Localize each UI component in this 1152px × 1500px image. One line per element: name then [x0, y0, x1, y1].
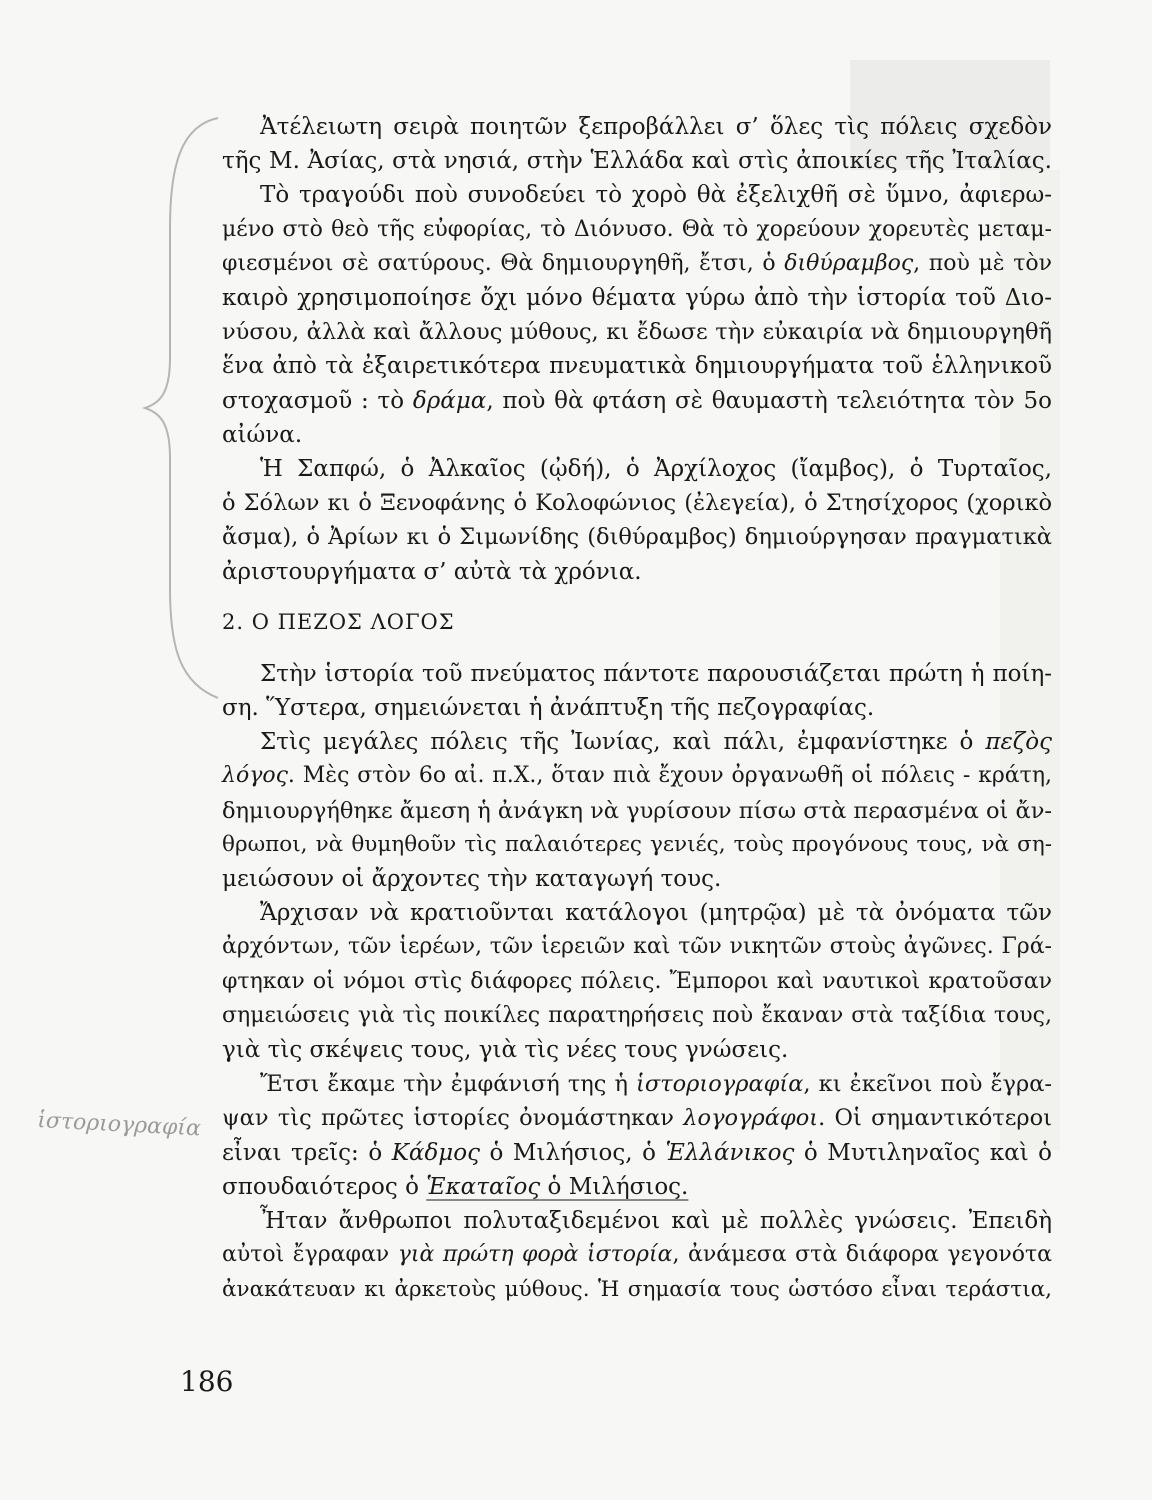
- emphasis-first-history: γιὰ πρώτη φορὰ ἱστορία: [397, 1242, 673, 1268]
- text-line: [222, 384, 1052, 418]
- text-span: στοχασμοῦ : τὸ: [222, 387, 413, 414]
- emphasis-logos: λόγος: [222, 763, 288, 789]
- emphasis-dithyramb: διθύραμβος: [784, 250, 914, 276]
- text-span: , κι ἐκεῖνοι ποὺ ἔγρα-: [803, 1071, 1052, 1098]
- text-line: σημειώσεις γιὰ τὶς ποικίλες παρατηρήσεις ποὺ ἔκαναν στὰ ταξίδια τους,: [222, 1002, 1052, 1028]
- text-span: Στὶς μεγάλες πόλεις τῆς Ἰωνίας, καὶ πάλι, ἐμφανίστηκε ὁ: [260, 729, 986, 756]
- emphasis-kadmos: Κάδμος: [391, 1139, 480, 1166]
- text-span: αὐτοὶ ἔγραφαν: [222, 1242, 398, 1268]
- section-heading: 2. Ο ΠΕΖΟΣ ΛΟΓΟΣ: [222, 609, 455, 634]
- text-span: Ἔτσι ἔκαμε τὴν ἐμφάνισή της ἡ: [260, 1071, 636, 1098]
- text-span: ὁ Μυτιληναῖος καὶ ὁ: [794, 1139, 1053, 1166]
- handwritten-margin-note: ἱστοριογραφία: [36, 1108, 202, 1142]
- text-line: καιρὸ χρησιμοποίησε ὄχι μόνο θέματα γύρω ἀπὸ τὴν ἱστορία τοῦ Διο-: [222, 285, 1052, 312]
- text-span: . Οἱ σημαντικότεροι: [818, 1105, 1052, 1132]
- text-line: [222, 1067, 1052, 1101]
- emphasis-historiography: ἱστοριογραφία: [636, 1071, 804, 1098]
- text-line: θρωποι, νὰ θυμηθοῦν τὶς παλαιότερες γενιές, τοὺς προγόνους τους, νὰ ση-: [222, 831, 1052, 857]
- text-line: γιὰ τὶς σκέψεις τους, γιὰ τὶς νέες τους γνώσεις.: [222, 1037, 789, 1064]
- text-line: ἀριστουργήματα σ’ αὐτὰ τὰ χρόνια.: [222, 558, 642, 585]
- text-line: νύσου, ἀλλὰ καὶ ἄλλους μύθους, κι ἔδωσε τὴν εὐκαιρία νὰ δημιουργηθῆ: [222, 319, 1052, 346]
- text-span: σπουδαιότερος ὁ: [222, 1173, 427, 1200]
- text-line: [222, 1101, 1052, 1135]
- text-line: ἕνα ἀπὸ τὰ ἐξαιρετικότερα πνευματικὰ δημιουργήματα τοῦ ἑλληνικοῦ: [222, 353, 1052, 380]
- text-line: Στὴν ἱστορία τοῦ πνεύματος πάντοτε παρουσιάζεται πρώτη ἡ ποίη-: [260, 660, 1052, 687]
- text-line: αἰώνα.: [222, 421, 303, 448]
- text-line: [222, 725, 1052, 759]
- text-line: Ἄρχισαν νὰ κρατιοῦνται κατάλογοι (μητρῷα) μὲ τὰ ὀνόματα τῶν: [260, 900, 1052, 927]
- emphasis-hekataios: Ἑκαταῖος: [426, 1173, 541, 1200]
- text-line: ὁ Σόλων κι ὁ Ξενοφάνης ὁ Κολοφώνιος (ἐλεγεία), ὁ Στησίχορος (χορικὸ: [222, 490, 1052, 517]
- text-line: [222, 247, 1052, 281]
- text-line: μειώσουν οἱ ἄρχοντες τὴν καταγωγή τους.: [222, 866, 722, 893]
- emphasis-hellanikos: Ἑλλάνικος: [665, 1139, 795, 1166]
- main-text: [222, 110, 1052, 1307]
- text-line: [222, 759, 1052, 793]
- text-line: τῆς Μ. Ἀσίας, στὰ νησιά, στὴν Ἑλλάδα καὶ στὶς ἀποικίες τῆς Ἰταλίας.: [222, 148, 1052, 175]
- text-line: Ἀτέλειωτη σειρὰ ποιητῶν ξεπροβάλλει σ’ ὅλες τὶς πόλεις σχεδὸν: [260, 114, 1052, 140]
- text-line: [222, 1170, 1052, 1204]
- text-line: Τὸ τραγούδι ποὺ συνοδεύει τὸ χορὸ θὰ ἐξελιχθῆ σὲ ὕμνο, ἀφιερω-: [260, 182, 1052, 209]
- text-span: , ποὺ μὲ τὸν: [913, 250, 1052, 276]
- text-span: ψαν τὶς πρῶτες ἱστορίες ὀνομάστηκαν: [222, 1105, 684, 1132]
- text-span: , ἀνάμεσα στὰ διάφορα γεγονότα: [672, 1242, 1053, 1268]
- text-line: Ἡ Σαπφώ, ὁ Ἀλκαῖος (ᾠδή), ὁ Ἀρχίλοχος (ἴαμβος), ὁ Τυρταῖος,: [260, 456, 1052, 483]
- text-line: μένο στὸ θεὸ τῆς εὐφορίας, τὸ Διόνυσο. Θὰ τὸ χορεύουν χορευτὲς μεταμ-: [222, 216, 1052, 242]
- text-line: ἀρχόντων, τῶν ἱερέων, τῶν ἱερειῶν καὶ τῶν νικητῶν στοὺς ἀγῶνες. Γρά-: [222, 934, 1052, 960]
- text-line: ἀνακάτευαν κι ἀρκετοὺς μύθους. Ἡ σημασία τους ὡστόσο εἶναι τεράστια,: [222, 1276, 1052, 1302]
- text-span: εἶναι τρεῖς: ὁ: [222, 1139, 392, 1166]
- text-span: φιεσμένοι σὲ σατύρους. Θὰ δημιουργηθῆ, ἔτσι, ὁ: [222, 250, 785, 276]
- text-line: ἄσμα), ὁ Ἀρίων κι ὁ Σιμωνίδης (διθύραμβος) δημιούργησαν πραγματικὰ: [222, 524, 1052, 551]
- emphasis-logographers: λογογράφοι: [683, 1105, 819, 1132]
- text-line: [222, 1136, 1052, 1170]
- text-span: , ποὺ θὰ φτάση σὲ θαυμαστὴ τελειότητα τὸν 5ο: [486, 387, 1052, 414]
- text-line: [222, 1238, 1052, 1272]
- text-line: ση. Ὕστερα, σημειώνεται ἡ ἀνάπτυξη τῆς πεζογραφίας.: [222, 695, 875, 722]
- emphasis-drama: δράμα: [412, 387, 487, 414]
- emphasis-prose: πεζὸς: [985, 729, 1052, 756]
- text-line: δημιουργήθηκε ἄμεση ἡ ἀνάγκη νὰ γυρίσουν πίσω στὰ περασμένα οἱ ἄν-: [222, 797, 1052, 824]
- text-line: Ἦταν ἄνθρωποι πολυταξιδεμένοι καὶ μὲ πολλὲς γνώσεις. Ἐπειδὴ: [260, 1208, 1052, 1235]
- page-number: 186: [180, 1365, 234, 1398]
- text-span: . Μὲς στὸν 6ο αἰ. π.Χ., ὅταν πιὰ ἔχουν ὀργανωθῆ οἱ πόλεις - κράτη,: [287, 763, 1052, 789]
- text-line: φτηκαν οἱ νόμοι στὶς διάφορες πόλεις. Ἔμποροι καὶ ναυτικοὶ κρατοῦσαν: [222, 968, 1052, 994]
- text-span: ὁ Μιλήσιος, ὁ: [479, 1139, 666, 1166]
- text-span: ὁ Μιλήσιος.: [540, 1173, 689, 1200]
